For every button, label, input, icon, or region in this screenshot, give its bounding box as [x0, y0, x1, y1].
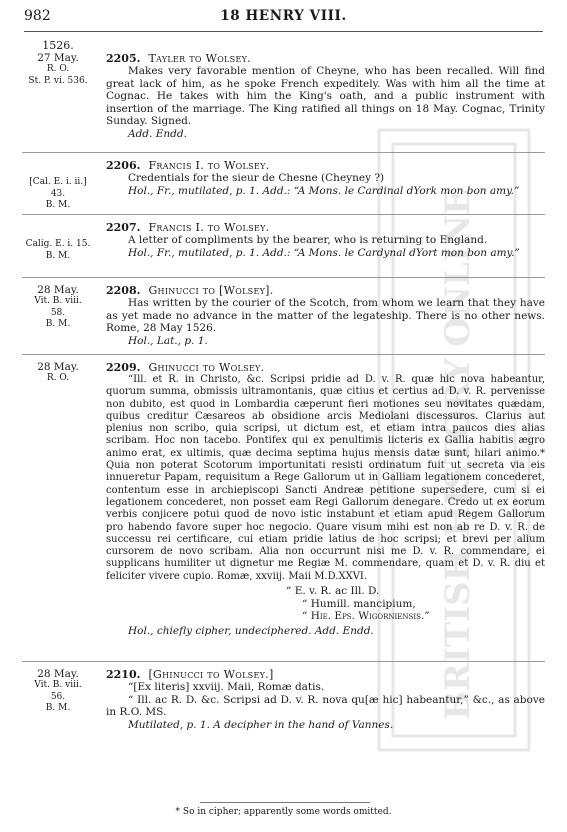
entry-2210-note: Mutilated, p. 1. A decipher in the hand of Vannes. — [128, 718, 394, 731]
entry-2205-number: 2205. — [106, 52, 141, 65]
entry-2210-heading: [Ghinucci to Wolsey.] — [148, 668, 274, 681]
entry-2208-source: Vit. B. viii. — [34, 296, 82, 306]
entry-2206-note: Hol., Fr., mutilated, p. 1. Add.: “A Mons. le Cardinal dYork mon bon amy.” — [128, 184, 520, 197]
entry-2205-note: Add. Endd. — [128, 127, 187, 140]
entry-2206-folio: 43. — [50, 188, 66, 199]
entry-2206-title — [106, 159, 545, 172]
entry-2209-number: 2209. — [106, 361, 141, 374]
entry-2207-repo: B. M. — [45, 250, 71, 261]
entry-2207-source: Calig. E. i. 15. — [25, 239, 91, 249]
entry-2210-line-2: “ Ill. ac R. D. &c. Scripsi ad D. v. R. nova qu[æ hic] habeantur,” &c., as above in R.O. MS. — [106, 693, 545, 718]
entry-2207-title — [106, 221, 545, 234]
entry-2208-date: 28 May. — [37, 284, 79, 296]
entry-2210-source: Vit. B. viii. — [34, 680, 82, 690]
entry-2206 — [22, 152, 545, 210]
entry-2209-signature-1: “ E. v. R. ac Ill. D. — [286, 585, 380, 598]
entry-2208-folio: 58. — [50, 307, 66, 318]
entry-2207-note: Hol., Fr., mutilated, p. 1. Add.: “A Mons. le Cardynal dYort mon bon amy.” — [128, 246, 520, 259]
footnote-rule — [200, 802, 370, 803]
entry-2208-number: 2208. — [106, 284, 141, 297]
entry-2206-summary: Credentials for the sieur de Chesne (Cheyney ?) — [128, 172, 385, 184]
entry-2209-signature-3: “ Hie. Eps. Wigorniensis.” — [302, 610, 430, 623]
entry-2209-note: Hol., chiefly cipher, undeciphered. Add. Endd. — [128, 624, 374, 637]
entry-2205-heading: Tayler to Wolsey. — [148, 52, 251, 65]
entry-2207-text — [106, 221, 545, 259]
entry-2205-title — [106, 52, 545, 65]
entry-2208-margin — [22, 284, 94, 331]
entry-2209-text — [106, 361, 545, 637]
entry-2205-margin — [22, 40, 94, 87]
entry-2206-number: 2206. — [106, 159, 141, 172]
entry-2209-source: R. O. — [46, 373, 70, 383]
entry-2209-heading: Ghinucci to Wolsey. — [148, 361, 265, 374]
entry-2205 — [22, 38, 545, 148]
entry-2210-repo: B. M. — [45, 703, 71, 713]
page-number: 982 — [24, 8, 51, 24]
svg-text:BRITISH HISTORY ONLINE: BRITISH HISTORY ONLINE — [438, 189, 478, 720]
running-head: 18 HENRY VIII. — [220, 8, 347, 24]
entry-2206-repo: B. M. — [45, 200, 71, 210]
entry-2206-text — [106, 159, 545, 197]
entry-2208-heading: Ghinucci to [Wolsey]. — [148, 284, 274, 297]
entry-2205-ref: St. P. vi. 536. — [28, 75, 88, 86]
entry-2207-summary: A letter of compliments by the bearer, who is returning to England. — [128, 234, 488, 246]
entry-2210-text — [106, 668, 545, 731]
entry-2210-folio: 56. — [50, 691, 66, 702]
entry-2208 — [22, 277, 545, 349]
entry-2210-number: 2210. — [106, 668, 141, 681]
entry-2208-text — [106, 284, 545, 347]
entry-2205-year: 1526. — [42, 39, 74, 52]
header-rule — [24, 31, 543, 32]
entry-2206-source: [Cal. E. i. ii.] — [29, 177, 87, 187]
entry-2208-title — [106, 284, 545, 297]
entry-2206-margin — [22, 177, 94, 212]
entry-2210 — [22, 661, 545, 769]
entry-2210-date: 28 May. — [37, 668, 79, 680]
footnote: * So in cipher; apparently some words omitted. — [175, 807, 392, 817]
entry-2210-margin — [22, 668, 94, 715]
entry-2207-margin — [22, 239, 94, 262]
entry-2208-repo: B. M. — [45, 319, 71, 329]
page-header — [24, 8, 543, 28]
entry-2210-line-1: “[Ex literis] xxviij. Maii, Romæ datis. — [128, 681, 325, 693]
entry-2207-number: 2207. — [106, 221, 141, 234]
entry-2206-heading: Francis I. to Wolsey. — [148, 159, 270, 172]
entry-2209-date: 28 May. — [37, 361, 79, 373]
entry-2209-margin — [22, 361, 94, 385]
entry-2210-title — [106, 668, 545, 681]
entry-2208-summary: Has written by the courier of the Scotch, from whom we learn that they have as yet made no advance in the matter of the legateship. There is no other news. Rome, 28 May 1526. — [106, 297, 545, 334]
entry-2209-signature-2: “ Humill. mancipium, — [302, 597, 416, 610]
entry-2209-letter-body: “Ill. et R. in Christo, &c. Scripsi pridie ad D. v. R. quæ hic nova habeantur, quorum summa, obmissis ultramontanis, quæ citius et certius ad D. v. R. pervenisse non dubito, est quod in Lombardia cæperunt fieri motiones seu novitates quædam, quibus creditur Cæsareos ab obsidione arcis Mediolani discessuros. Clarius aut plenius non scribo, quia scripsi, ut dictum est, et etiam intra paucos dies alias scribam. Hoc non tacebo. Pontifex qui ex penultimis licteris ex Gallia habitis ægro animo erat, ex ultimis, quæ decima septima hujus mensis datæ sunt, hilari animo.* Quia non poterat Scotorum importunitati resisti ordinatum fuit ut secreta via eis innueretur Papam, requisitum a Rege Gallorum ut in Galliam legationem concederet, contentum esse in archiepiscopi Sancti Andreæ petitione supersedere, cum si ei legationem concederet, non posset eam Regi Gallorum denegare. Credo ut ex eorum verbis conjicere potui quod de novo istic instabunt et etiam apud Regem Gallorum pro habendo favore super hoc negocio. Quare visum mihi est non ab re D. v. R. de successu rei certificare, cui etiam pridie latius de hoc scripsi; et brevi per alium cursorem de novo scribam. Alia non occurrunt nisi me D. v. R. commendare, ei supplicans humiliter ut dignetur me Regiæ M. commendare, quam et D. v. R. diu et feliciter vivere cupio. Romæ, xxviij. Maii M.D.XXVI. — [106, 374, 545, 582]
entry-2207 — [22, 214, 545, 272]
entry-2205-date: 27 May. — [37, 52, 79, 64]
entry-2207-heading: Francis I. to Wolsey. — [148, 221, 270, 234]
entry-2205-source: R. O. — [46, 64, 70, 74]
entry-2208-note: Hol., Lat., p. 1. — [128, 334, 208, 347]
entry-2205-summary: Makes very favorable mention of Cheyne, who has been recalled. Will find great lack of him, as he spoke French expeditely. Was with him all the time at Cognac. He takes with him the King's oath, and a public instrument with insertion of the marriage. The King ratified all things on 18 May. Cognac, Trinity Sunday. Signed. — [106, 65, 545, 127]
entry-2209-title — [106, 361, 545, 374]
entry-2205-text — [106, 52, 545, 140]
entry-2209 — [22, 354, 545, 656]
